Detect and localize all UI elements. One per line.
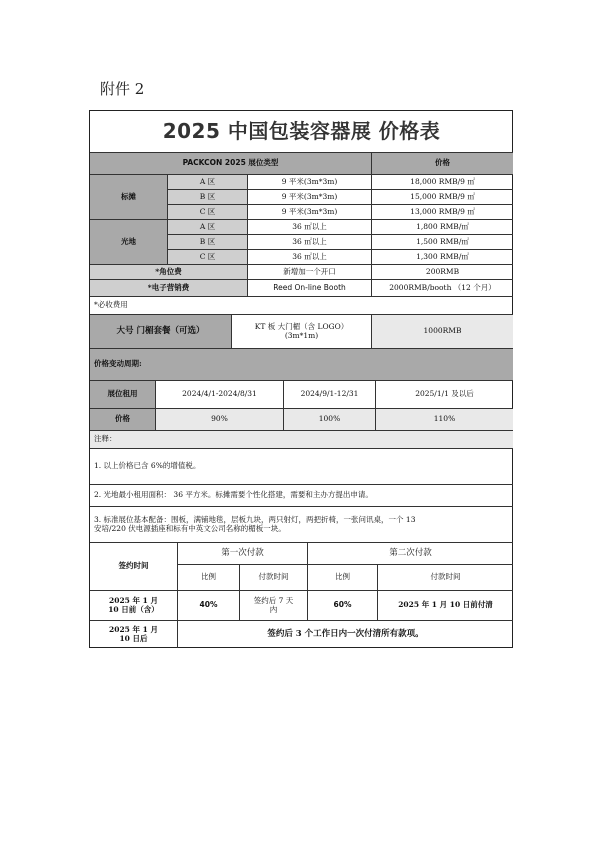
rate-cell: 100%: [284, 409, 376, 431]
header-board-desc-line2: (3m*1m): [284, 330, 319, 340]
period-cell: 2024/9/1-12/31: [284, 381, 376, 409]
zone-cell: C 区: [168, 205, 248, 220]
pay-time-label: 付款时间: [240, 565, 308, 591]
payment-row2-time-line2: 10 日后: [119, 633, 148, 643]
price-cell: 13,000 RMB/9 ㎡: [372, 205, 513, 220]
attachment-label: 附件 2: [100, 80, 145, 98]
period-cell: 2025/1/1 及以后: [376, 381, 513, 409]
size-cell: 9 平米(3m*3m): [248, 190, 372, 205]
zone-cell: A 区: [168, 175, 248, 190]
rate-cell: 90%: [156, 409, 284, 431]
notes-title: 注释：: [90, 431, 513, 449]
price-sheet: [89, 110, 513, 648]
second-payment-header: 第二次付款: [308, 543, 513, 565]
e-marketing-label: *电子营销费: [90, 280, 248, 297]
ratio-label: 比例: [178, 565, 240, 591]
header-board-price: 1000RMB: [372, 315, 513, 349]
size-cell: 36 ㎡以上: [248, 220, 372, 235]
period-row-label: 展位租用: [90, 381, 156, 409]
payment-row1-time: [90, 591, 178, 621]
ratio-label-2: 比例: [308, 565, 378, 591]
period-price-label: 价格: [90, 409, 156, 431]
zone-cell: A 区: [168, 220, 248, 235]
note-line: 3. 标准展位基本配备：围板，满铺地毯，层板九块，两只射灯，两把折椅，一张问讯桌，一个 13: [94, 514, 416, 524]
price-cell: 15,000 RMB/9 ㎡: [372, 190, 513, 205]
payment-row2-time-line1: 2025 年 1 月: [109, 624, 158, 634]
corner-fee-price: 200RMB: [372, 265, 513, 280]
zone-cell: C 区: [168, 250, 248, 265]
payment-row1-pay1-line2: 内: [269, 604, 278, 614]
corner-fee-desc: 新增加一个开口: [248, 265, 372, 280]
zone-cell: B 区: [168, 190, 248, 205]
price-change-title: 价格变动周期:: [90, 349, 513, 381]
period-cell: 2024/4/1-2024/8/31: [156, 381, 284, 409]
note-line: 安培/220 伏电源插座和标有中英文公司名称的楣板一块。: [94, 523, 286, 533]
rate-cell: 110%: [376, 409, 513, 431]
size-cell: 36 ㎡以上: [248, 235, 372, 250]
sheet-title: 2025 中国包装容器展 价格表: [90, 111, 513, 153]
standard-booth-label: 标摊: [90, 175, 168, 220]
price-cell: 1,800 RMB/㎡: [372, 220, 513, 235]
payment-row1-pay2: 2025 年 1 月 10 日前付清: [378, 591, 513, 621]
e-marketing-desc: Reed On-line Booth: [248, 280, 372, 297]
mandatory-note: *必收费用: [90, 297, 513, 315]
payment-row2-desc: 签约后 3 个工作日内一次付清所有款项。: [267, 628, 424, 639]
price-cell: 1,500 RMB/㎡: [372, 235, 513, 250]
price-cell: 18,000 RMB/9 ㎡: [372, 175, 513, 190]
price-cell: 1,300 RMB/㎡: [372, 250, 513, 265]
header-category: PACKCON 2025 展位类型: [90, 153, 372, 175]
size-cell: 36 ㎡以上: [248, 250, 372, 265]
payment-row2-time: [90, 621, 178, 648]
note-item: 2. 光地最小租用面积： 36 平方米。标摊需要个性化搭建，需要和主办方提出申请。: [90, 485, 513, 507]
note-item: 1. 以上价格已含 6%的增值税。: [90, 449, 513, 485]
header-board-desc: [232, 315, 372, 349]
corner-fee-label: *角位费: [90, 265, 248, 280]
payment-row1-time-line1: 2025 年 1 月: [109, 595, 158, 605]
size-cell: 9 平米(3m*3m): [248, 205, 372, 220]
note-item-3: [90, 507, 513, 543]
sign-time-label: 签约时间: [90, 543, 178, 591]
header-board-desc-line1: KT 板 大门楣（含 LOGO）: [254, 321, 349, 331]
payment-row1-time-line2: 10 日前（含）: [108, 604, 159, 614]
size-cell: 9 平米(3m*3m): [248, 175, 372, 190]
payment-row1-pay1-line1: 签约后 7 天: [253, 595, 294, 605]
first-payment-header: 第一次付款: [178, 543, 308, 565]
pay-time-label-2: 付款时间: [378, 565, 513, 591]
payment-row1-ratio1: 40%: [178, 591, 240, 621]
header-price: 价格: [372, 153, 513, 175]
header-board-label: 大号 门楣套餐（可选）: [90, 315, 232, 349]
raw-space-label: 光地: [90, 220, 168, 265]
payment-row1-ratio2: 60%: [308, 591, 378, 621]
e-marketing-price: 2000RMB/booth （12 个月）: [372, 280, 513, 297]
payment-row1-pay1: [240, 591, 308, 621]
zone-cell: B 区: [168, 235, 248, 250]
